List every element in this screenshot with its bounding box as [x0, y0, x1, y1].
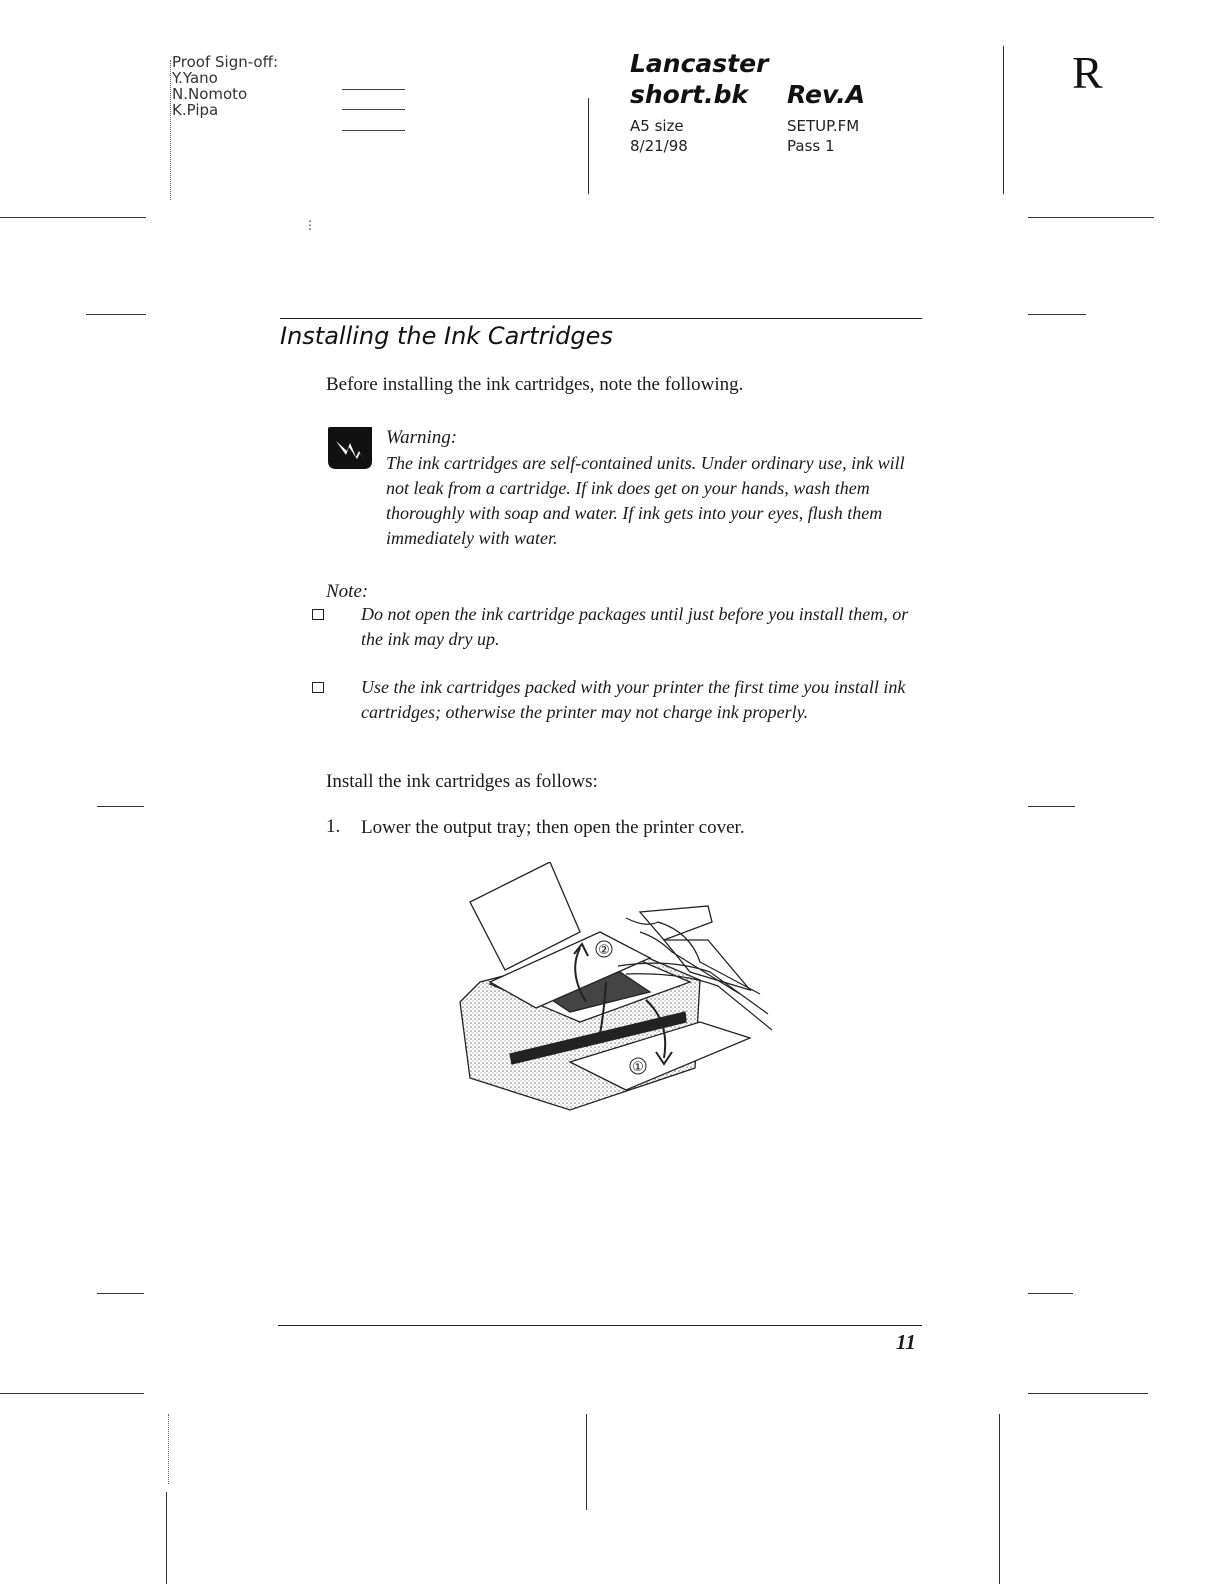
header-divider: [1003, 46, 1004, 194]
crop-mark: [97, 1293, 144, 1294]
checkbox-bullet-icon: [312, 609, 324, 620]
signer-name: K.Pipa: [172, 101, 219, 119]
crop-mark: [1028, 806, 1075, 807]
note-item: Use the ink cartridges packed with your printer the first time you install ink cartridges; otherwise the printer may not charge ink properly.: [361, 677, 906, 722]
proof-label: Proof Sign-off:: [172, 53, 278, 71]
printer-illustration-svg: [450, 862, 790, 1120]
book-title: Lancaster: [630, 49, 769, 78]
section-rule: [280, 318, 922, 319]
header-divider: [588, 98, 589, 194]
signer-name: N.Nomoto: [172, 85, 248, 103]
crop-mark: [1028, 1393, 1148, 1394]
crop-mark: [1028, 314, 1086, 315]
note-item: Do not open the ink cartridge packages until just before you install them, or the ink may dry up.: [361, 604, 909, 649]
crop-mark: [0, 217, 146, 218]
signature-line: [342, 89, 405, 90]
corner-mark: R: [1072, 47, 1103, 98]
warning-title: Warning:: [386, 427, 458, 448]
install-intro: Install the ink cartridges as follows:: [326, 771, 598, 792]
step-text: Lower the output tray; then open the printer cover.: [361, 817, 745, 838]
proof-date: 8/21/98: [630, 137, 688, 155]
figure-callout: ①: [632, 1060, 644, 1075]
step-number: 1.: [326, 816, 341, 837]
file-name: SETUP.FM: [787, 117, 860, 135]
stray-mark: ⋮: [304, 218, 316, 232]
crop-mark: [170, 60, 171, 200]
signature-line: [342, 109, 405, 110]
crop-mark: [97, 806, 144, 807]
crop-mark: [166, 1492, 167, 1584]
proof-signoff: [172, 54, 278, 118]
printer-open-cover-illustration: [450, 862, 790, 1120]
signer-name: Y.Yano: [172, 69, 218, 87]
crop-mark: [0, 1393, 144, 1394]
crop-mark: [86, 314, 146, 315]
pass-label: Pass 1: [787, 137, 835, 155]
warning-lightning-icon: [326, 425, 374, 471]
intro-text: Before installing the ink cartridges, note the following.: [326, 374, 744, 395]
crop-mark: [999, 1414, 1000, 1584]
warning-text: The ink cartridges are self-contained units. Under ordinary use, ink will not leak from a cartridge. If ink does get on your hands, wash them thoroughly with soap and water. If ink gets into your eyes, flush them immediately with water.: [386, 453, 905, 548]
crop-mark: [586, 1414, 587, 1510]
crop-mark: [1028, 1293, 1073, 1294]
crop-mark: [168, 1414, 169, 1484]
checkbox-bullet-icon: [312, 682, 324, 693]
note-title: Note:: [326, 581, 369, 602]
page-number: 11: [896, 1330, 916, 1354]
book-file: short.bk: [630, 80, 749, 109]
revision: Rev.A: [787, 80, 866, 109]
signature-line: [342, 130, 405, 131]
page-size: A5 size: [630, 117, 684, 135]
footer-rule: [278, 1325, 922, 1326]
section-title: Installing the Ink Cartridges: [280, 322, 613, 350]
crop-mark: [1028, 217, 1154, 218]
figure-callout: ②: [598, 943, 610, 958]
